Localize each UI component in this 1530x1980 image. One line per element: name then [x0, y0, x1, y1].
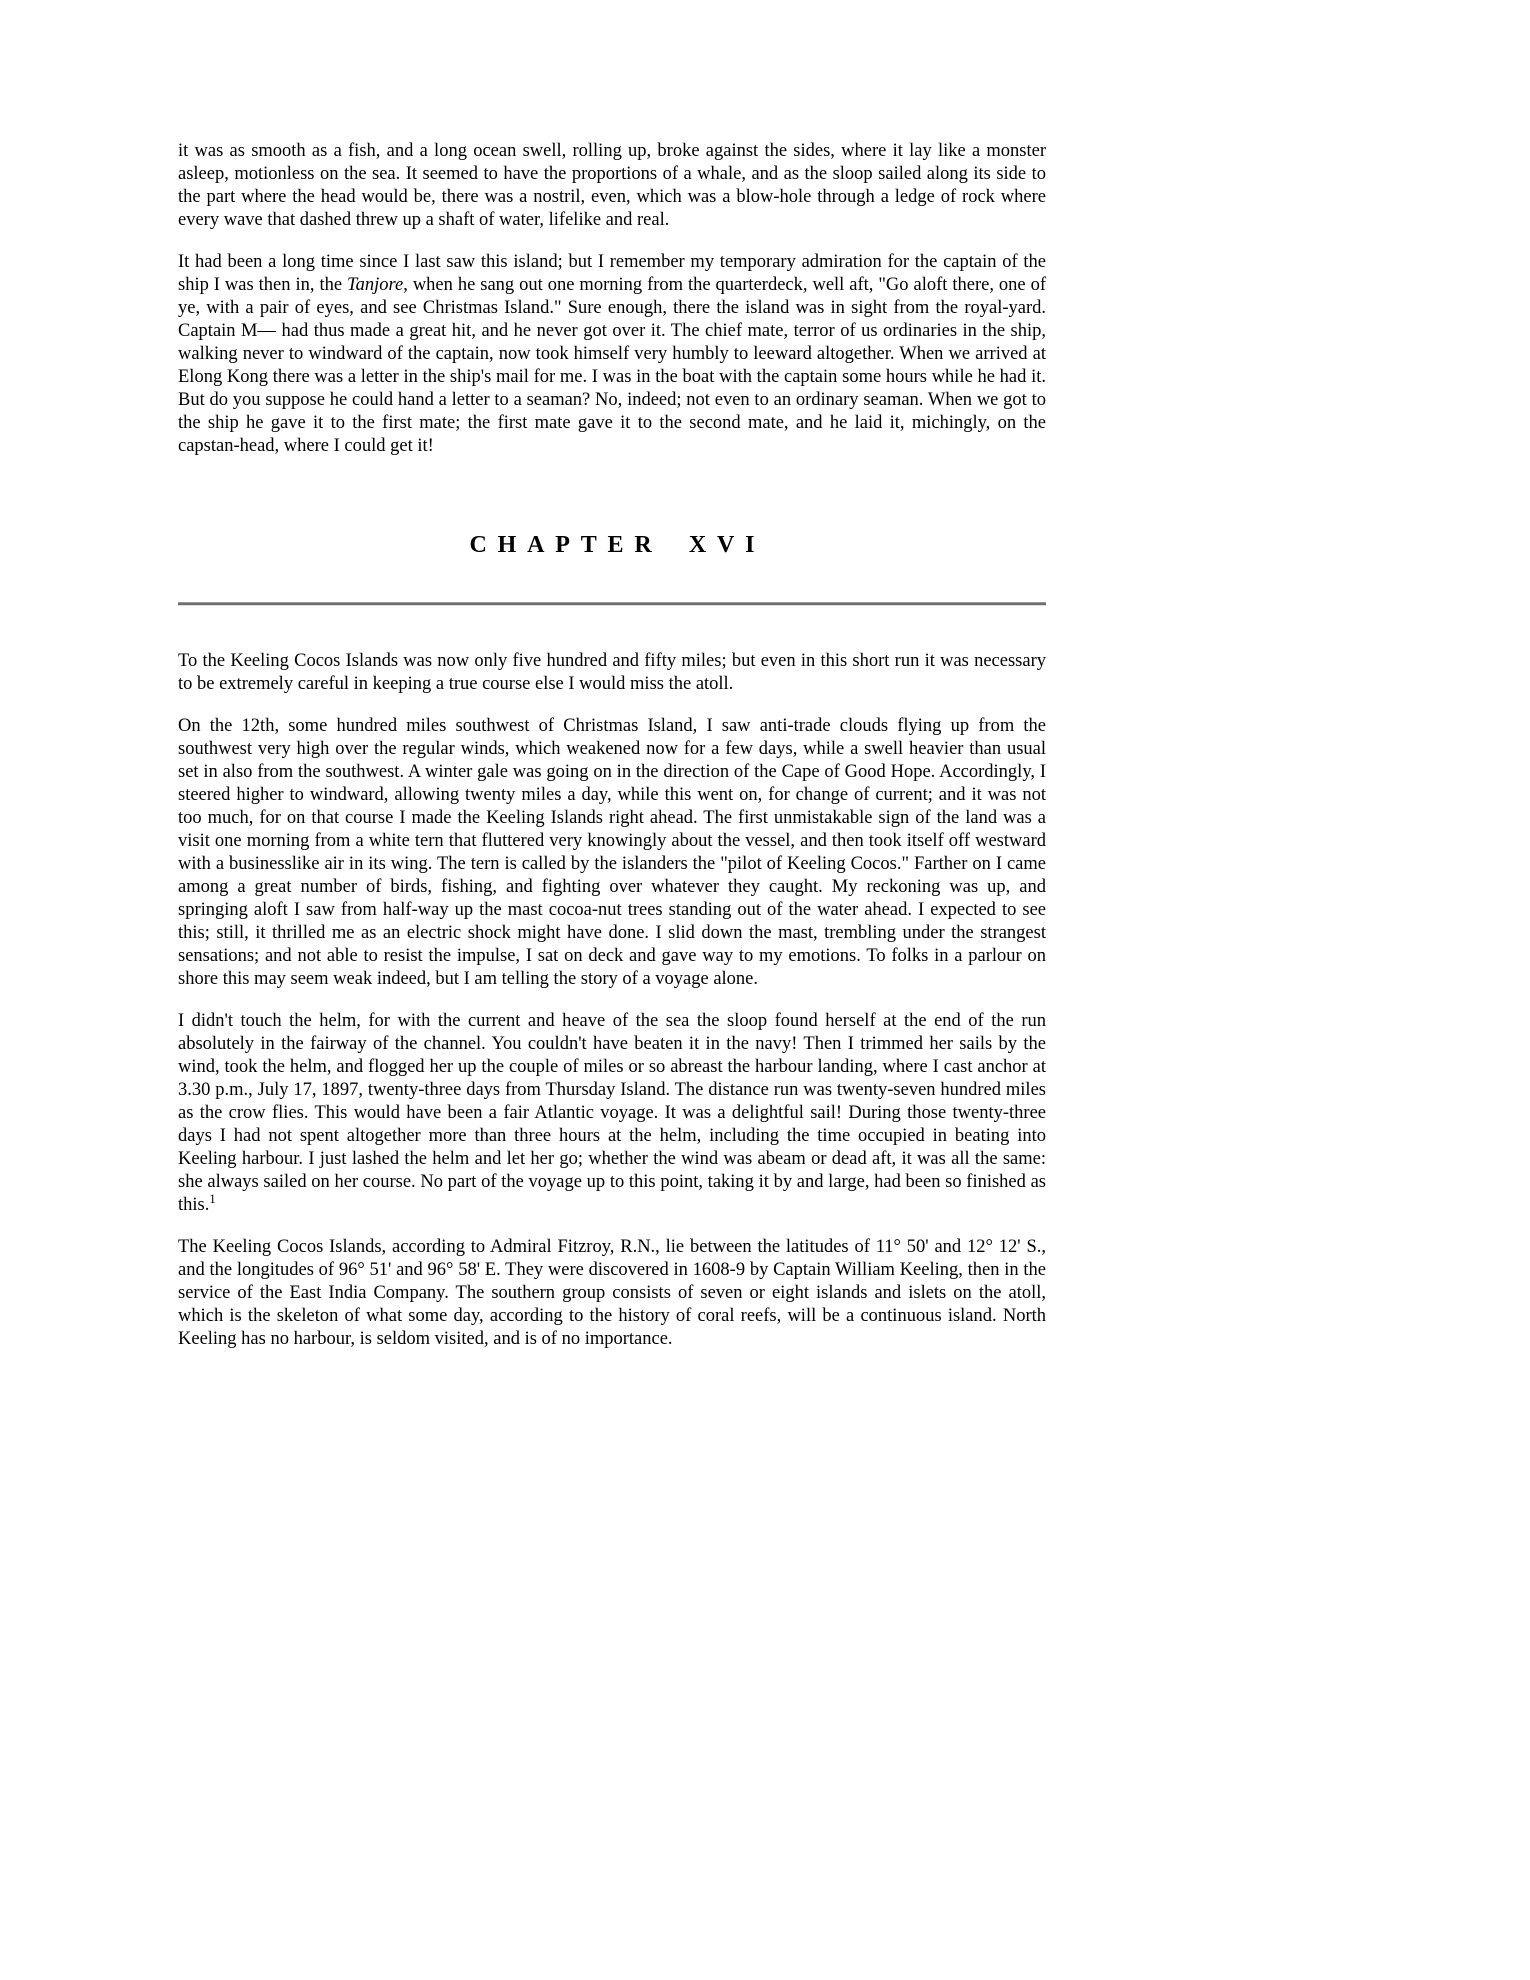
paragraph: It had been a long time since I last saw this island; but I remember my temporary admiration for the captain of the ship I was then in, the Tanjore, when he sang out one morning from the quarterdeck, well aft, "Go aloft there, one of ye, with a pair of eyes, and see Christmas Island." Sure enough, there the island was in sight from the royal-yard. Captain M— had thus made a great hit, and he never got over it. The chief mate, terror of us ordinaries in the ship, walking never to windward of the captain, now took himself very humbly to leeward altogether. When we arrived at Elong Kong there was a letter in the ship's mail for me. I was in the boat with the captain some hours while he had it. But do you suppose he could hand a letter to a seaman? No, indeed; not even to an ordinary seaman. When we got to the ship he gave it to the first mate; the first mate gave it to the second mate, and he laid it, michingly, on the capstan-head, where I could get it!	[178, 252, 1046, 456]
italic-text: Tanjore	[347, 275, 404, 295]
paragraph: I didn't touch the helm, for with the current and heave of the sea the sloop found herself at the end of the run absolutely in the fairway of the channel. You couldn't have beaten it in the navy! Then I trimmed her sails by the wind, took the helm, and flogged her up the couple of miles or so abreast the harbour landing, where I cast anchor at 3.30 p.m., July 17, 1897, twenty-three days from Thursday Island. The distance run was twenty-seven hundred miles as the crow flies. This would have been a fair Atlantic voyage. It was a delightful sail! During those twenty-three days I had not spent altogether more than three hours at the helm, including the time occupied in beating into Keeling harbour. I just lashed the helm and let her go; whether the wind was abeam or dead aft, it was all the same: she always sailed on her course. No part of the voyage up to this point, taking it by and large, had been so finished as this.$^1$	[178, 1011, 1046, 1215]
paragraph-continuation: it was as smooth as a fish, and a long ocean swell, rolling up, broke against the sides, where it lay like a monster asleep, motionless on the sea. It seemed to have the proportions of a whale, and as the sloop sailed along its side to the part where the head would be, there was a nostril, even, which was a blow-hole through a ledge of rock where every wave that dashed threw up a shaft of water, lifelike and real.	[178, 141, 1046, 230]
text-column	[178, 0, 1046, 1351]
chapter-divider-rule	[178, 602, 1046, 606]
paragraph: To the Keeling Cocos Islands was now only five hundred and fifty miles; but even in this short run it was necessary to be extremely careful in keeping a true course else I would miss the atoll.	[178, 651, 1046, 694]
paragraph: The Keeling Cocos Islands, according to Admiral Fitzroy, R.N., lie between the latitudes of 11° 50' and 12° 12' S., and the longitudes of 96° 51' and 96° 58' E. They were discovered in 1608-9 by Captain William Keeling, then in the service of the East India Company. The southern group consists of seven or eight islands and islets on the atoll, which is the skeleton of what some day, according to the history of coral reefs, will be a continuous island. North Keeling has no harbour, is seldom visited, and is of no importance.	[178, 1237, 1046, 1349]
footnote-marker: 1	[209, 1191, 216, 1206]
paragraph: On the 12th, some hundred miles southwest of Christmas Island, I saw anti-trade clouds flying up from the southwest very high over the regular winds, which weakened now for a few days, while a swell heavier than usual set in also from the southwest. A winter gale was going on in the direction of the Cape of Good Hope. Accordingly, I steered higher to windward, allowing twenty miles a day, while this went on, for change of current; and it was not too much, for on that course I made the Keeling Islands right ahead. The first unmistakable sign of the land was a visit one morning from a white tern that fluttered very knowingly about the vessel, and then took itself off westward with a businesslike air in its wing. The tern is called by the islanders the "pilot of Keeling Cocos." Farther on I came among a great number of birds, fishing, and fighting over whatever they caught. My reckoning was up, and springing aloft I saw from half-way up the mast cocoa-nut trees standing out of the water ahead. I expected to see this; still, it thrilled me as an electric shock might have done. I slid down the mast, trembling under the strangest sensations; and not able to resist the impulse, I sat on deck and gave way to my emotions. To folks in a parlour on shore this may seem weak indeed, but I am telling the story of a voyage alone.	[178, 716, 1046, 989]
chapter-heading: CHAPTER XVI	[469, 532, 766, 558]
